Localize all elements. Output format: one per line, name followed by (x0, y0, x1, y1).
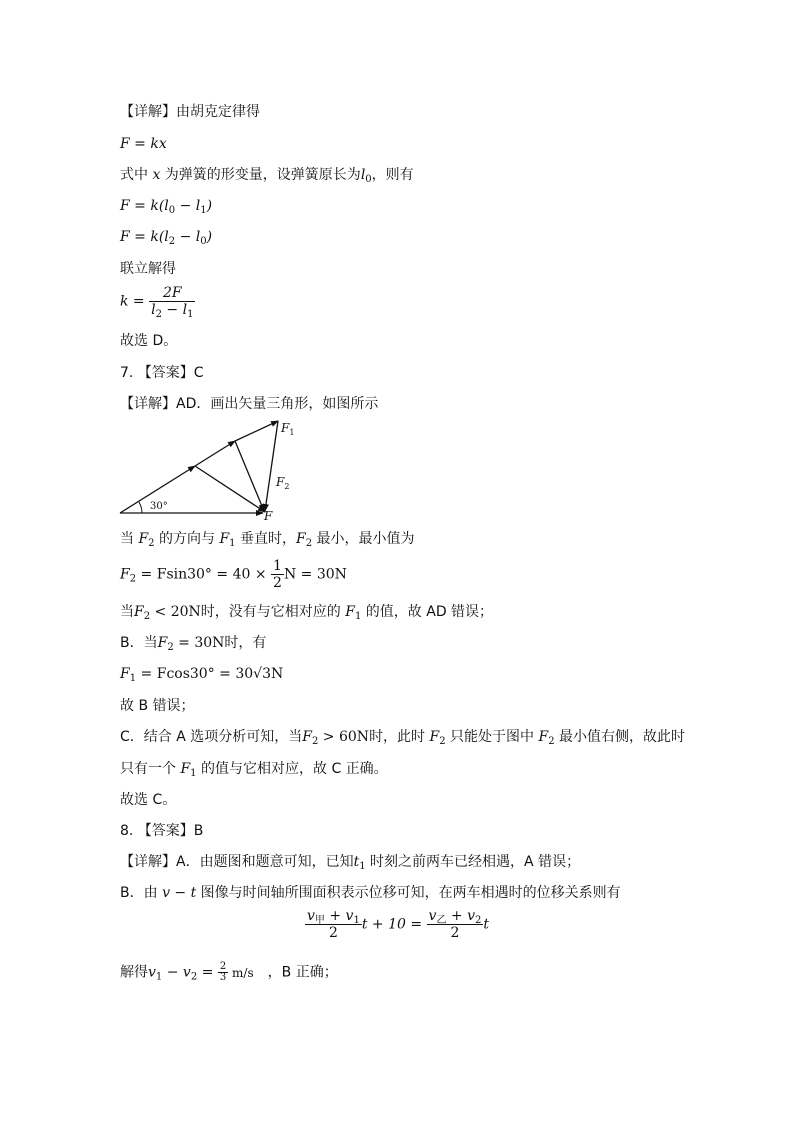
formula: F = k(l (120, 198, 169, 214)
fraction: $\frac{1}{2}$ (273, 558, 282, 591)
fraction: $\frac{v_乙 + v_2}{2}$ (428, 908, 482, 941)
text: 故选 D。 (120, 333, 178, 349)
subscript: 0 (200, 236, 207, 247)
text-line (120, 395, 378, 413)
formula: ) (206, 198, 213, 214)
text-line: 故 B 错误； (120, 698, 195, 714)
text: 【详解】由胡克定律得 (120, 104, 260, 120)
formula: − l (175, 198, 201, 214)
formula: − l (175, 229, 201, 245)
text-line: 解得$v_1 - v_2$ = $\frac{2}{3}$ m/s ，B 正确； (120, 961, 338, 983)
var: l (360, 167, 366, 183)
text-line: 【详解】A．由题图和题意可知，已知$t_1$ 时刻之前两车已经相遇，A 错误； (120, 854, 581, 872)
answer-8: 8. 【答案】B (120, 823, 204, 839)
angle-label: 30° (150, 501, 168, 512)
equation-f1: $F_1 = Fcos30^\circ = 30√3N$ (120, 666, 284, 684)
text-line (120, 166, 414, 184)
text: 联立解得 (120, 261, 176, 277)
equation-hooke (120, 135, 167, 153)
equation-3 (120, 228, 212, 246)
formula: k = (120, 293, 150, 310)
label-f2: $F_2$ (276, 475, 290, 491)
subscript: 2 (168, 236, 176, 247)
text-line: C．结合 A 选项分析可知，当$F_2 > 60N$时，此时 $F_2$ 只能处于图中 $F_2$ 最小值右侧，故此时 (120, 729, 686, 747)
numerator: 2F (149, 285, 195, 302)
formula: F = k(l (120, 229, 169, 245)
text-line: 当$F_2 < 20N$时，没有与它相对应的 $F_1$ 的值，故 AD 错误； (120, 604, 494, 622)
formula: F = kx (120, 136, 167, 152)
f2-vector-a (235, 441, 264, 511)
subscript: 1 (200, 205, 207, 216)
formula: ) (206, 229, 213, 245)
equation-k (120, 285, 195, 318)
angle-arc (139, 502, 142, 513)
text-line: 当 $F_2$ 的方向与 $F_1$ 垂直时，$F_2$ 最小，最小值为 (120, 531, 415, 549)
fraction: $\frac{v_甲 + v_1}{2}$ (306, 908, 360, 941)
text-line: B．由 v − t 图像与时间轴所围面积表示位移可知，在两车相遇时的位移关系则有 (120, 885, 621, 901)
label-f: F (264, 509, 273, 523)
text-line: 故选 C。 (120, 792, 177, 808)
f2-vector-b (265, 421, 278, 511)
denominator: $l_2 - l_1$ (151, 302, 194, 320)
text: 式中 (120, 167, 153, 183)
f1-direction-arrow-2 (195, 441, 235, 466)
f1-vector (235, 421, 278, 441)
equation-f2-min: $F_2 = Fsin30^\circ = 40$ × $\frac{1}{2}$ N = 30N (120, 558, 347, 591)
text-line (120, 260, 176, 278)
subscript: 0 (365, 174, 372, 185)
fraction (149, 285, 195, 318)
text: 7. 【答案】C (120, 365, 204, 381)
text-line: 只有一个 $F_1$ 的值与它相对应，故 C 正确。 (120, 761, 388, 779)
vector-triangle-diagram (115, 416, 305, 524)
equation-2 (120, 197, 212, 215)
fraction: $\frac{2}{3}$ (219, 961, 227, 983)
answer-7 (120, 364, 204, 382)
equation-displacement: $\frac{v_甲 + v_1}{2}$ t + 10 = $\frac{v_乙 + v_2}{2}$ t (306, 908, 490, 941)
text: 【详解】AD．画出矢量三角形，如图所示 (120, 396, 379, 412)
var: x (152, 167, 161, 183)
text-line (120, 332, 177, 350)
subscript: 0 (168, 205, 176, 216)
text: 为弹簧的形变量，设弹簧原长为 (160, 167, 361, 183)
text: ，则有 (371, 167, 414, 183)
label-f1: $F_1$ (281, 421, 295, 437)
text-line: B．当$F_2 = 30N$时，有 (120, 635, 267, 653)
detail-heading (120, 103, 260, 121)
